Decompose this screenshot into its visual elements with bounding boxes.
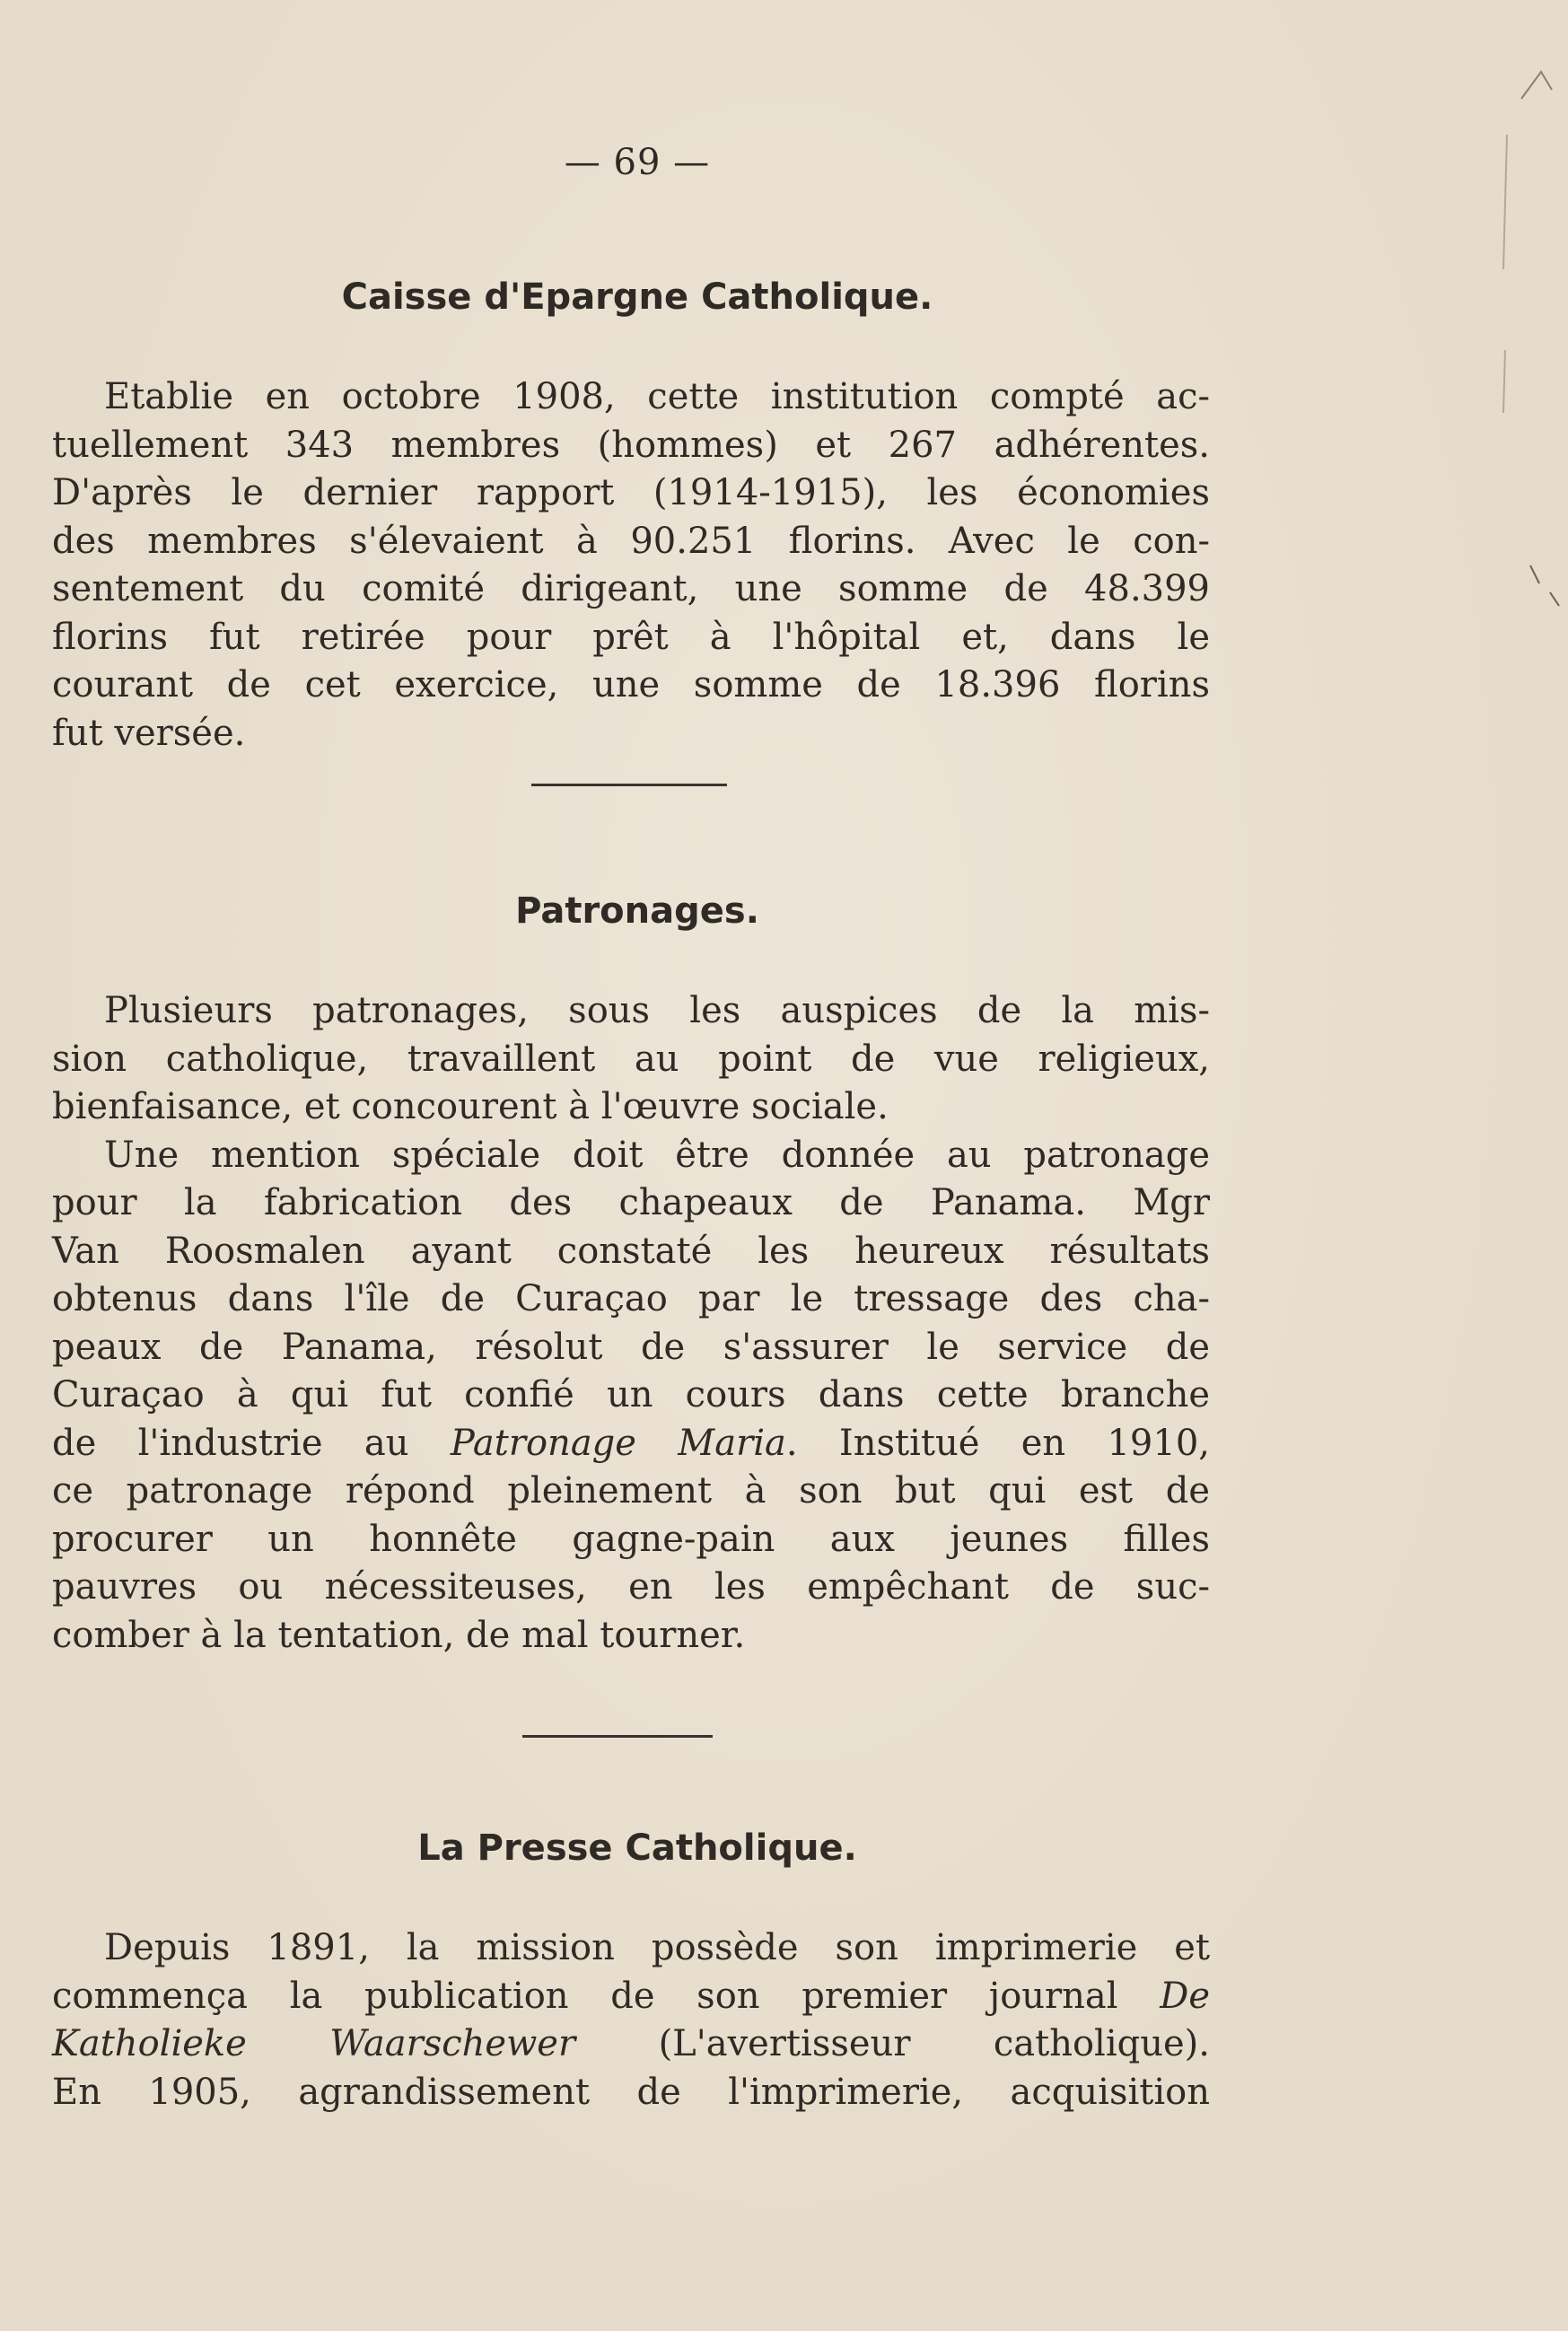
page-edge-marks [1451, 54, 1568, 682]
text-line: pour la fabrication des chapeaux de Panama. Mgr [52, 1182, 1210, 1223]
text-line: En 1905, agrandissement de l'imprimerie, acquisition [52, 2071, 1210, 2113]
text-line: Plusieurs patronages, sous les auspices de la mis- [104, 990, 1210, 1031]
text-line: pauvres ou nécessiteuses, en les empêchant de suc- [52, 1566, 1210, 1608]
italic-title: Katholieke Waarschewer [52, 2023, 576, 2064]
paragraph-caisse [52, 373, 1210, 758]
section-title-caisse: Caisse d'Epargne Catholique. [341, 276, 933, 318]
section-divider [531, 784, 727, 786]
text-line: ce patronage répond pleinement à son but qui est de [52, 1470, 1210, 1512]
paragraph-presse [52, 1924, 1210, 2116]
text-fragment: commença la publication de son premier journal [52, 1975, 1118, 2017]
text-line: Van Roosmalen ayant constaté les heureux résultats [52, 1230, 1210, 1272]
text-line: fut versée. [52, 712, 246, 754]
text-line: procurer un honnête gagne-pain aux jeunes filles [52, 1518, 1210, 1560]
section-title-presse: La Presse Catholique. [417, 1827, 857, 1869]
text-line: Depuis 1891, la mission possède son imprimerie et [104, 1927, 1210, 1968]
text-line [52, 1420, 1210, 1468]
text-line: bienfaisance, et concourent à l'œuvre sociale. [52, 1086, 889, 1127]
text-line: sentement du comité dirigeant, une somme de 48.399 [52, 568, 1210, 609]
text-fragment: de l'industrie au [52, 1422, 409, 1464]
text-line: courant de cet exercice, une somme de 18.396 florins [52, 664, 1210, 705]
italic-title: De [1160, 1975, 1211, 2017]
italic-title: Patronage Maria [450, 1422, 786, 1464]
text-line: D'après le dernier rapport (1914-1915), les économies [52, 472, 1210, 513]
text-line: obtenus dans l'île de Curaçao par le tressage des cha- [52, 1278, 1210, 1319]
text-line: Etablie en octobre 1908, cette institution compté ac- [104, 376, 1210, 417]
text-fragment: . Institué en 1910, [785, 1422, 1210, 1464]
text-line [52, 1973, 1210, 2021]
text-line: sion catholique, travaillent au point de vue religieux, [52, 1038, 1210, 1080]
text-line [52, 2020, 1210, 2069]
section-title-patronages: Patronages. [515, 890, 759, 932]
text-fragment: (L'avertisseur catholique). [658, 2023, 1210, 2064]
text-line: comber à la tentation, de mal tourner. [52, 1614, 746, 1656]
section-divider [522, 1735, 713, 1738]
text-line: tuellement 343 membres (hommes) et 267 adhérentes. [52, 424, 1210, 466]
text-line: Curaçao à qui fut confié un cours dans cette branche [52, 1374, 1210, 1415]
text-line: peaux de Panama, résolut de s'assurer le service de [52, 1326, 1210, 1368]
text-line: des membres s'élevaient à 90.251 florins. Avec le con- [52, 520, 1210, 562]
text-line: florins fut retirée pour prêt à l'hôpital et, dans le [52, 616, 1210, 658]
paragraph-patronages [52, 987, 1210, 1660]
text-line: Une mention spéciale doit être donnée au patronage [104, 1134, 1210, 1176]
page-number: — 69 — [564, 142, 711, 183]
